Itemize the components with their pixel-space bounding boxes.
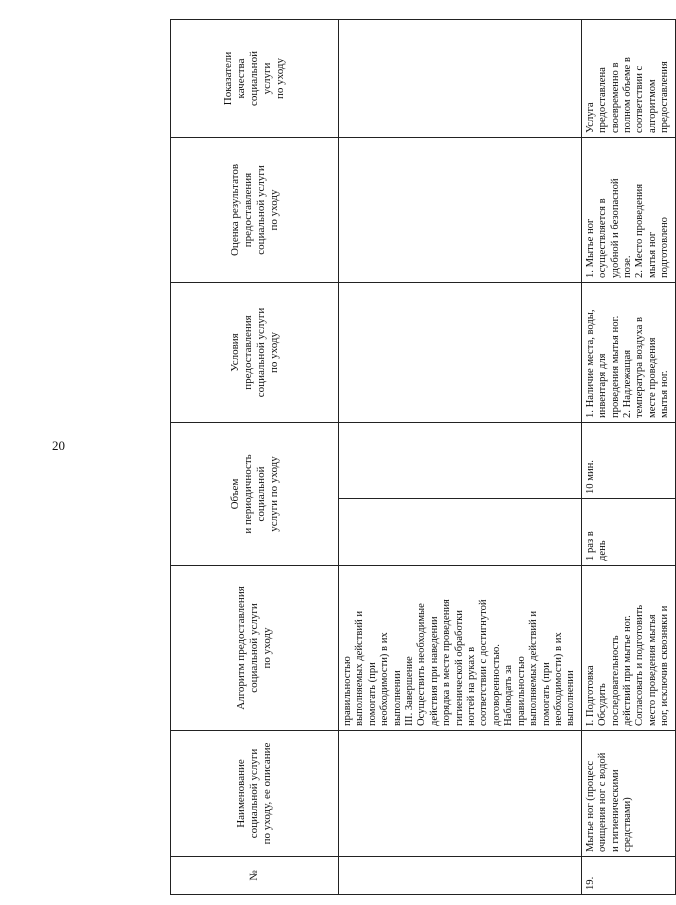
text-line: выполняемых действий и <box>354 611 366 726</box>
text-line: соответствии с <box>634 65 646 133</box>
text-line: Оценка результатов <box>228 163 241 257</box>
text-line: и периодичность <box>241 454 254 534</box>
text-line: по уходу <box>267 189 280 231</box>
cell-conditions <box>581 282 675 422</box>
cell-name <box>581 731 675 857</box>
text-line: действия при наведении <box>428 616 440 726</box>
text-line: 1. Мытье ног <box>584 218 596 278</box>
text-line: выполняемых действий и <box>528 611 540 726</box>
text-line: социальной <box>248 51 260 106</box>
text-line: по уходу <box>267 331 280 373</box>
text-line: Алгоритм предоставления <box>235 586 247 710</box>
cell-evaluation <box>581 137 675 282</box>
text-line: Объем <box>228 478 241 510</box>
text-line: 1. Наличие места, воды, <box>584 309 596 418</box>
cell-conditions-empty <box>339 282 582 422</box>
text-line: инвентаря для <box>597 353 609 418</box>
text-line: соответствии с достигнутой <box>478 599 490 726</box>
text-line: средствами) <box>621 797 633 852</box>
text-line: по уходу <box>274 57 286 99</box>
text-line: месте проведения <box>646 337 658 418</box>
cell-periodicity <box>581 499 675 566</box>
text-line: день <box>597 540 609 561</box>
text-line: выполнении <box>565 670 577 726</box>
text-line: Наименование <box>235 759 247 828</box>
text-line: социальной услуги <box>248 603 260 693</box>
page-number: 20 <box>52 438 65 453</box>
header-conditions <box>171 282 339 422</box>
text-line: гигиенической обработки <box>453 610 465 726</box>
text-line: 2. Место проведения <box>634 183 646 278</box>
cell-duration-empty <box>339 422 582 498</box>
cell-algorithm-continued <box>339 566 582 731</box>
cell-evaluation-empty <box>339 137 582 282</box>
text-line: помогать (при <box>540 662 552 726</box>
header-row <box>171 19 339 894</box>
text-line: по уходу, ее описание <box>261 742 273 845</box>
cell-num-empty <box>339 857 582 895</box>
text-line: услуги <box>261 62 273 95</box>
text-line: выполнении <box>391 670 403 726</box>
text-line: место проведения мытья <box>646 614 658 726</box>
text-line: I. Подготовка <box>584 665 596 726</box>
text-line: алгоритмом <box>646 79 658 133</box>
text-line: социальной <box>254 466 267 522</box>
table-row <box>339 19 582 894</box>
text-line: проведения мытья ног. <box>609 315 621 418</box>
text-line: предоставлена <box>597 67 609 133</box>
text-line: по уходу <box>261 627 273 669</box>
text-line: социальной услуги <box>254 307 267 398</box>
text-line: ногтей на руках в <box>466 646 478 726</box>
text-line: правильностью <box>342 656 353 726</box>
text-line: удобной и безопасной <box>609 178 621 278</box>
header-algorithm <box>171 566 339 731</box>
text-line: Показатели <box>222 51 234 106</box>
text-line: подготовлено <box>659 217 671 278</box>
text-line: Наблюдать за <box>503 665 515 726</box>
header-num: № <box>171 857 339 895</box>
cell-name-empty <box>339 731 582 857</box>
text-line: 1 раз в <box>584 531 596 561</box>
text-line: социальной услуги <box>248 748 260 839</box>
text-line: Услуга <box>584 102 596 133</box>
text-line: качества <box>235 58 247 99</box>
text-line: необходимости) в их <box>552 632 564 726</box>
text-line: Условия <box>228 333 241 372</box>
text-line: позе. <box>621 255 633 278</box>
text-line: мытья ног. <box>659 370 671 418</box>
text-line: и гигиеническими <box>609 769 621 852</box>
text-line: предоставления <box>241 315 254 390</box>
text-line: услуги по уходу <box>267 456 280 532</box>
table-row <box>581 19 675 894</box>
cell-periodicity-empty <box>339 499 582 566</box>
header-quality <box>171 19 339 137</box>
text-line: правильностью <box>515 656 527 726</box>
text-line: осуществляется в <box>597 198 609 278</box>
text-line: порядка в месте проведения <box>441 599 453 726</box>
cell-quality-empty <box>339 19 582 137</box>
header-evaluation <box>171 137 339 282</box>
text-line: ног, исключив сквозняки и <box>659 605 671 726</box>
text-line: необходимости) в их <box>379 632 391 726</box>
services-table <box>170 19 676 895</box>
text-line: температура воздуха в <box>634 317 646 418</box>
cell-algorithm <box>581 566 675 731</box>
cell-num: 19. <box>581 857 675 895</box>
text-line: Мытье ног (процесс <box>584 760 596 852</box>
header-volume <box>171 422 339 565</box>
header-name <box>171 731 339 857</box>
text-line: Согласовать и подготовить <box>634 604 646 726</box>
text-line: действий при мытье ног. <box>621 615 633 726</box>
text-line: полном объеме в <box>621 57 633 133</box>
cell-duration: 10 мин. <box>581 422 675 498</box>
text-line: очищения ног с водой <box>597 752 609 852</box>
text-line: мытья ног <box>646 231 658 278</box>
text-line: своевременно в <box>609 62 621 133</box>
text-line: предоставления <box>241 172 254 248</box>
text-line: последовательность <box>609 635 621 726</box>
text-line: помогать (при <box>366 662 378 726</box>
text-line: Обсудить <box>597 683 609 726</box>
cell-quality <box>581 19 675 137</box>
text-line: III. Завершение <box>404 656 416 726</box>
text-line: 2. Надлежащая <box>621 349 633 418</box>
text-line: предоставления <box>659 61 671 133</box>
text-line: договоренностью. <box>490 644 502 726</box>
text-line: Осуществить необходимые <box>416 603 428 726</box>
text-line: социальной услуги <box>254 165 267 255</box>
rotated-table-container <box>170 20 671 895</box>
